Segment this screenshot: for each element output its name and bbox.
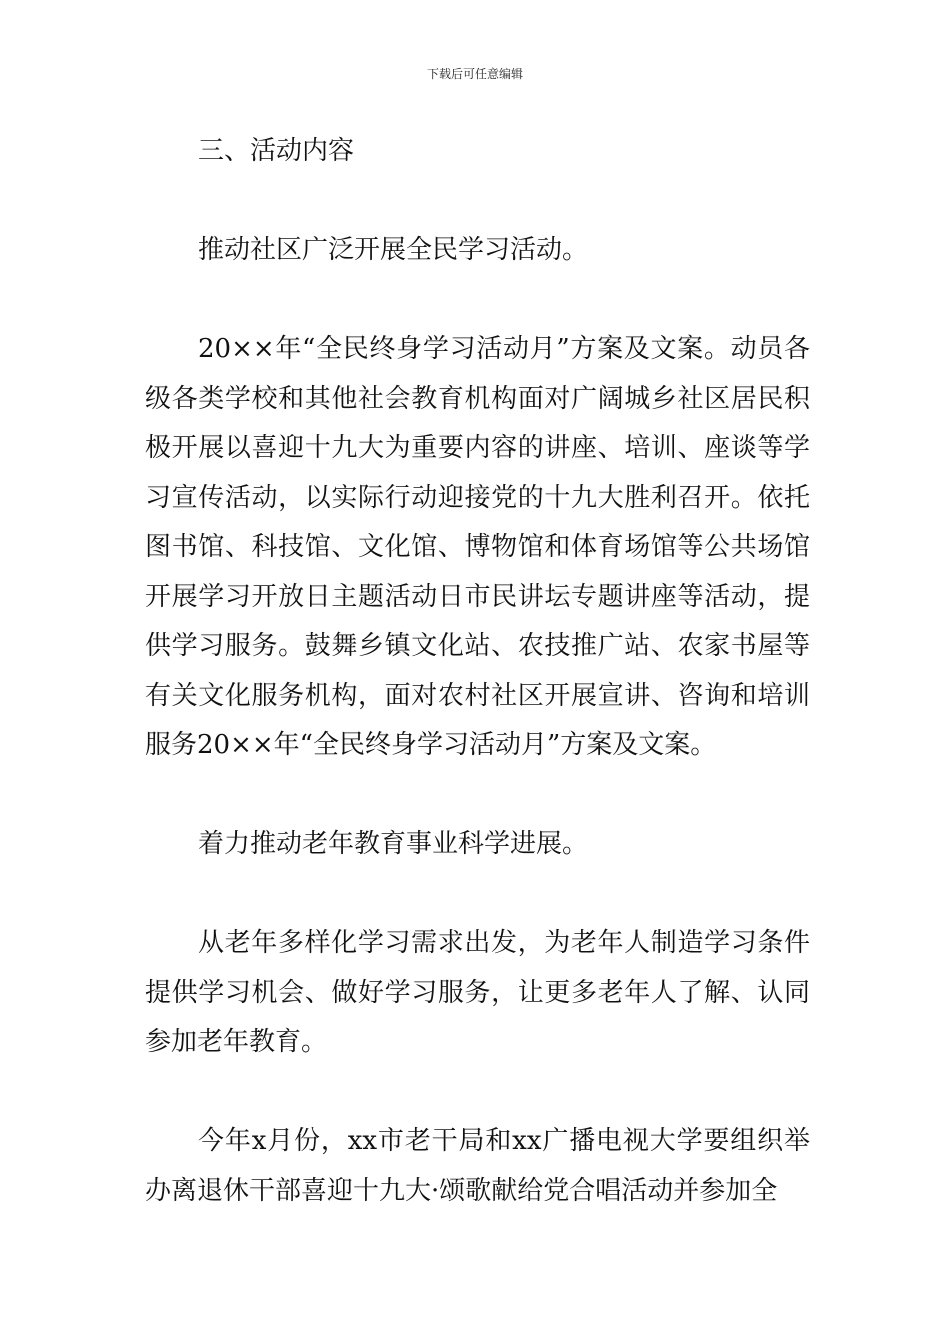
paragraph: 今年x月份，xx市老干局和xx广播电视大学要组织举办离退休干部喜迎十九大·颂歌献给党合唱活动并参加全 — [145, 1126, 810, 1206]
paragraph-spacer — [145, 276, 810, 326]
paragraph-spacer — [145, 1068, 810, 1118]
paragraph: 着力推动老年教育事业科学进展。 — [198, 829, 589, 859]
paragraph: 推动社区广泛开展全民学习活动。 — [198, 235, 589, 265]
paragraph: 从老年多样化学习需求出发，为老年人制造学习条件提供学习机会、做好学习服务，让更多老年人了解、认同参加老年教育。 — [145, 928, 810, 1057]
paragraph-spacer — [145, 771, 810, 821]
paragraph-spacer — [145, 177, 810, 227]
paragraph: 20××年“全民终身学习活动月”方案及文案。动员各级各类学校和其他社会教育机构面对广阔城乡社区居民积极开展以喜迎十九大为重要内容的讲座、培训、座谈等学习宣传活动，以实际行动迎接党的十九大胜利召开。依托图书馆、科技馆、文化馆、博物馆和体育场馆等公共场馆开展学习开放日主题活动日市民讲坛专题讲座等活动，提供学习服务。鼓舞乡镇文化站、农技推广站、农家书屋等有关文化服务机构，面对农村社区开展宣讲、咨询和培训服务20××年“全民终身学习活动月”方案及文案。 — [145, 334, 810, 760]
paragraph-spacer — [145, 870, 810, 920]
document-body — [145, 127, 810, 1216]
page-header-note: 下载后可任意编辑 — [426, 67, 523, 81]
section-heading: 三、活动内容 — [198, 136, 355, 166]
